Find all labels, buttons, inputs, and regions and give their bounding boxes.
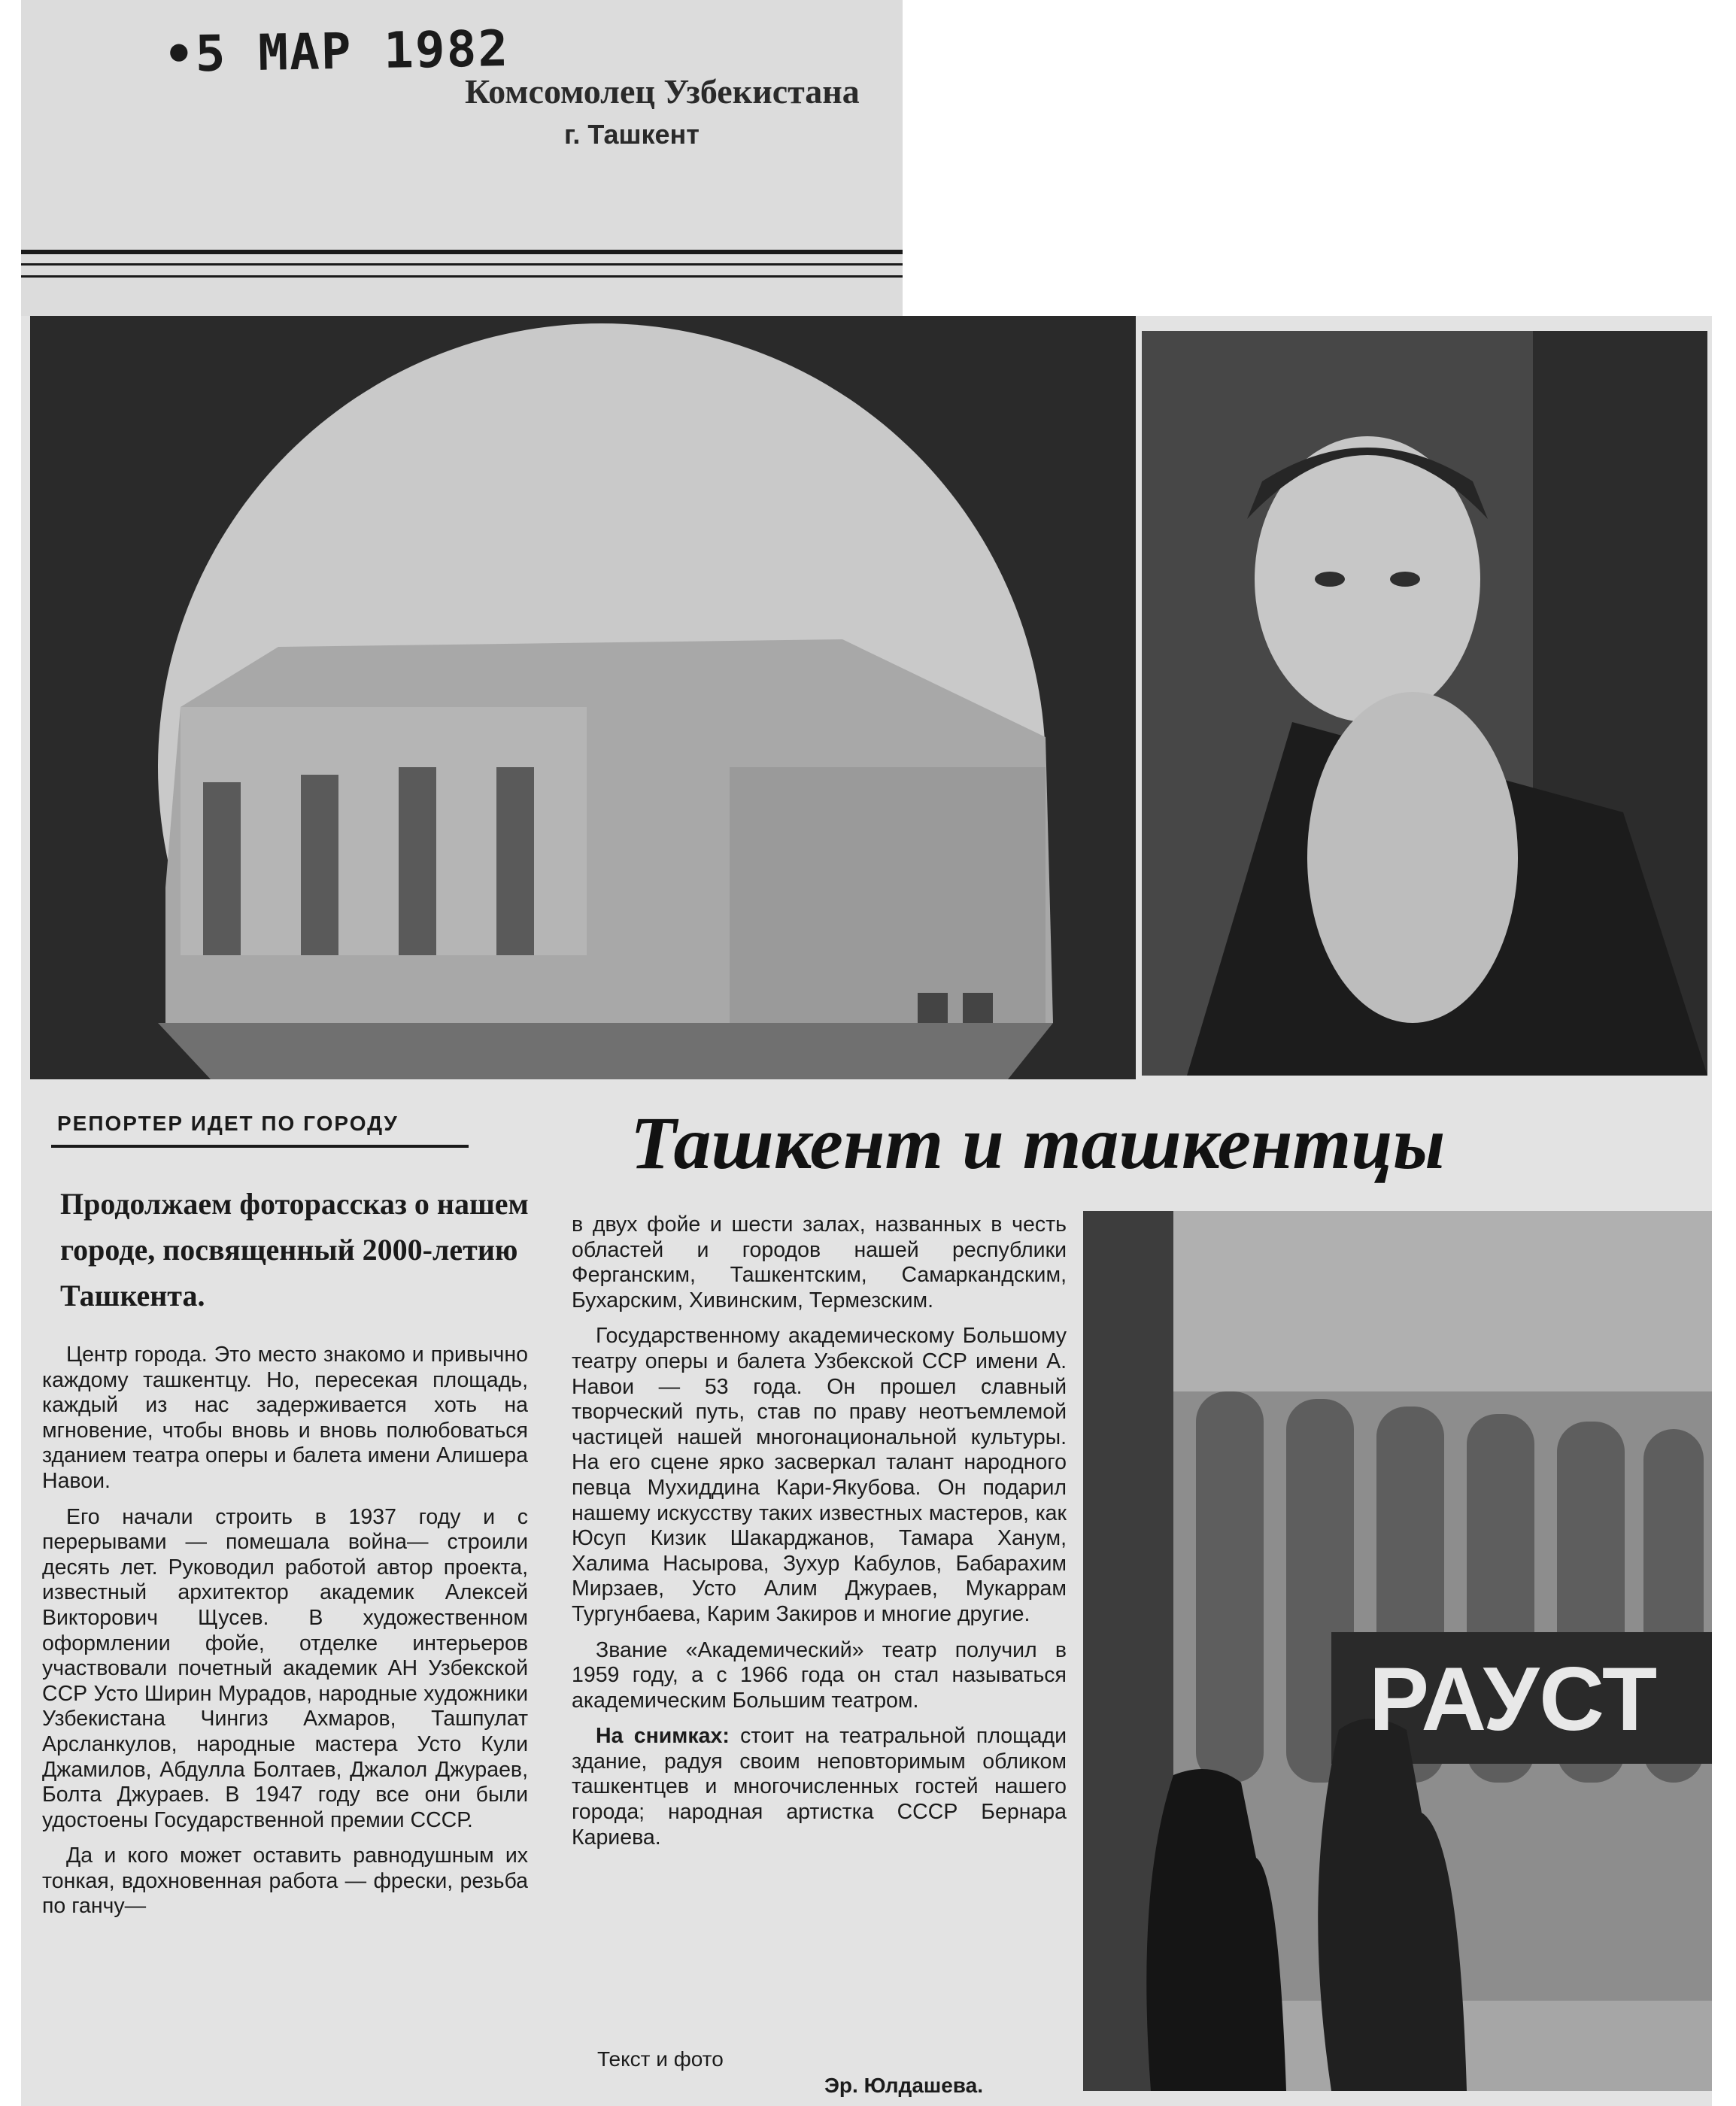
article-column-1 [42,1343,528,1919]
rubric-underline [51,1145,469,1148]
article-paragraph: Государственному академическому Большому театру оперы и балета Узбекской ССР имени А. Навои — 53 года. Он прошел славный творческий путь, став по праву неотъемлемой частицей нашей многонациональной культуры. На его сцене ярко засверкал талант народного певца Мухиддина Кари-Якубова. Он подарил нашему искусству таких известных мастеров, как Юсуп Кизик Шакарджанов, Тамара Ханум, Халима Насырова, Зухур Кабулов, Бабарахим Мирзаев, Усто Алим Джураев, Мукаррам Тургунбаева, Карим Закиров и многие другие. [572,1324,1067,1626]
city-stamp: г. Ташкент [564,119,700,150]
article-paragraph: Центр города. Это место знакомо и привычно каждому ташкентцу. Но, пересекая площадь, каждый из нас задерживается хоть на мгновение, чтобы вновь и вновь полюбоваться зданием театра оперы и балета имени Алишера Навои. [42,1343,528,1493]
caption-text: стоит на театральной площади здание, радуя своим неповторимым обликом ташкентцев и многочисленных гостей нашего города; народная артистка СССР Бернара Кариева. [572,1724,1067,1850]
article-lead: Продолжаем фоторассказ о нашем городе, посвященный 2000-летию Ташкента. [60,1187,529,1312]
actress-portrait-photo [1142,331,1707,1076]
article-headline: Ташкент и ташкентцы [630,1101,1446,1185]
street-sign-text: РАУСТ [1369,1649,1658,1749]
header-rule [21,275,903,278]
article-paragraph: Его начали строить в 1937 году и с перерывами — помешала война— строили десять лет. Руководил работой автор проекта, известный архитектор академик Алексей Викторович Щусев. В художественном оформлении фойе, отделке интерьеров участвовали почетный академик АН Узбекской ССР Усто Ширин Мурадов, народные художники Узбекистана Чингиз Ахмаров, Ташпулат Арсланкулов, народные мастера Усто Кули Джамилов, Абдулла Болтаев, Джалол Джураев, Болта Джураев. В 1947 году все они были удостоены Государственной премии СССР. [42,1504,528,1832]
article-paragraph: Звание «Академический» театр получил в 1959 году, а с 1966 года он стал называться академическим Большим театром. [572,1637,1067,1713]
article-paragraph: Да и кого может оставить равнодушным их тонкая, вдохновенная работа — фрески, резьба по ганчу— [42,1844,528,1919]
credit-author: Эр. Юлдашева. [824,2074,983,2097]
theater-photo [30,316,1136,1079]
arcade-street-photo [1083,1211,1712,2091]
header-rule [21,250,903,254]
photo-caption [572,1724,1067,1850]
date-stamp: •5 МАР 1982 [163,19,510,84]
header-rule [21,263,903,266]
credit-label: Текст и фото [597,2047,724,2071]
newspaper-name-stamp: Комсомолец Узбекистана [465,72,860,111]
rubric-title: РЕПОРТЕР ИДЕТ ПО ГОРОДУ [57,1112,399,1135]
article-paragraph: в двух фойе и шести залах, названных в честь областей и городов нашей республики Ферганским, Ташкентским, Самаркандским, Бухарским, Хивинским, Термезским. [572,1212,1067,1312]
caption-label: На снимках: [596,1724,730,1749]
article-column-2 [572,1212,1067,1850]
